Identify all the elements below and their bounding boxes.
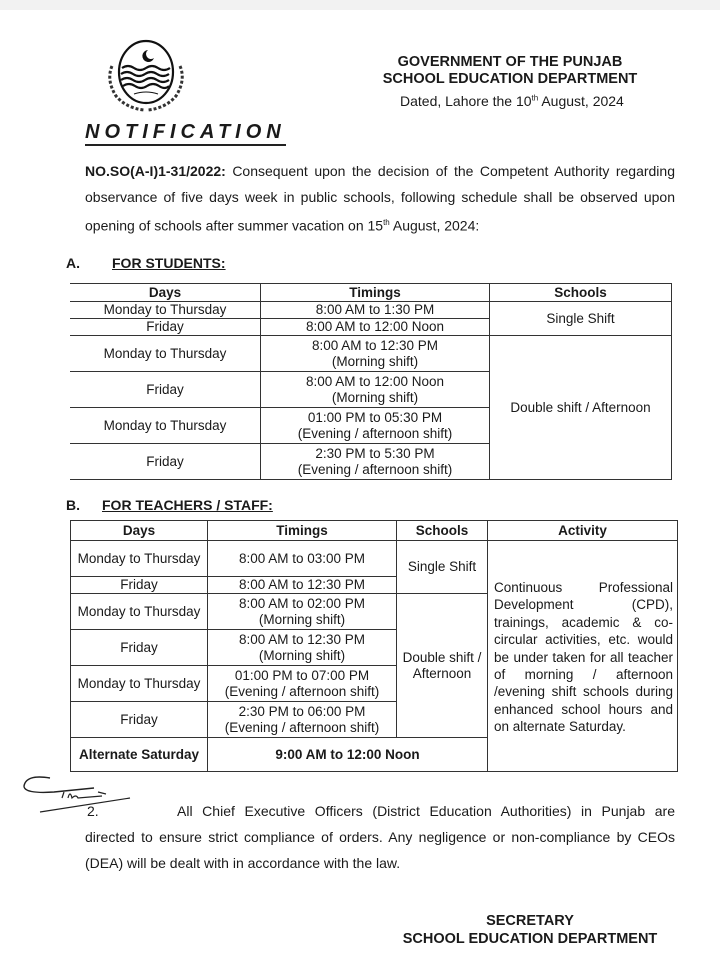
table-row: Friday 8:00 AM to 12:00 Noon (Morning shift) — [70, 372, 672, 408]
government-line: GOVERNMENT OF THE PUNJAB — [397, 54, 623, 70]
signatory-title: SECRETARY — [486, 913, 574, 929]
signatory-block — [380, 912, 680, 948]
table-row: Monday to Thursday 8:00 AM to 03:00 PM Single Shift Continuous Professional Development (CPD), trainings, academic & co-circular activities, etc. would be under taken for all teacher of morning / afternoon /evening shift schools during enhanced school hours and on alternate Saturday. — [71, 541, 678, 577]
teachers-schedule-table — [70, 520, 678, 772]
school-type-single: Single Shift — [397, 541, 488, 594]
col-timings: Timings — [261, 284, 490, 302]
col-days: Days — [70, 284, 261, 302]
table-row: Friday 2:30 PM to 5:30 PM (Evening / afternoon shift) — [70, 444, 672, 480]
table-row: Monday to Thursday 8:00 AM to 1:30 PM Single Shift — [70, 302, 672, 319]
intro-paragraph: NO.SO(A-I)1-31/2022: Consequent upon the decision of the Competent Authority regarding observance of five days week in public schools, following schedule shall be observed upon opening of schools after summer vacation on 15th August, 2024: — [85, 163, 675, 234]
school-type-single: Single Shift — [490, 302, 672, 336]
col-schools: Schools — [490, 284, 672, 302]
top-bar — [0, 0, 720, 10]
alternate-saturday-timing: 9:00 AM to 12:00 Noon — [208, 738, 488, 772]
col-timings: Timings — [208, 521, 397, 541]
punjab-emblem-icon — [98, 38, 194, 114]
school-type-double: Double shift / Afternoon — [397, 594, 488, 738]
table-row: Monday to Thursday 01:00 PM to 07:00 PM (Evening / afternoon shift) — [71, 666, 678, 702]
students-schedule-table — [70, 283, 672, 480]
alternate-saturday-label: Alternate Saturday — [71, 738, 208, 772]
notification-title: NOTIFICATION — [85, 121, 286, 146]
table-row: Monday to Thursday 8:00 AM to 02:00 PM (Morning shift) Double shift / Afternoon — [71, 594, 678, 630]
table-row: Friday 8:00 AM to 12:30 PM (Morning shift) — [71, 630, 678, 666]
signatory-department: SCHOOL EDUCATION DEPARTMENT — [402, 931, 658, 947]
table-row: Monday to Thursday 01:00 PM to 05:30 PM (Evening / afternoon shift) — [70, 408, 672, 444]
table-row: Friday 8:00 AM to 12:30 PM — [71, 577, 678, 594]
activity-description: Continuous Professional Development (CPD), trainings, academic & co-circular activities, etc. would be under taken for all teacher of morning / afternoon /evening shift schools during enhanced school hours and on alternate Saturday. — [488, 541, 678, 772]
paragraph-number: 2. — [87, 803, 99, 819]
col-days: Days — [71, 521, 208, 541]
department-line: SCHOOL EDUCATION DEPARTMENT — [382, 71, 638, 87]
table-row: Friday 8:00 AM to 12:00 Noon — [70, 319, 672, 336]
table-row: Friday 2:30 PM to 06:00 PM (Evening / afternoon shift) — [71, 702, 678, 738]
compliance-paragraph: 2. All Chief Executive Officers (District Education Authorities) in Punjab are directed to ensure strict compliance of orders. Any negligence or non-compliance by CEOs (DEA) will be dealt with in accordance with the law. — [85, 798, 675, 876]
col-schools: Schools — [397, 521, 488, 541]
table-row: Monday to Thursday 8:00 AM to 12:30 PM (Morning shift) Double shift / Afternoon — [70, 336, 672, 372]
section-b-heading: B. FOR TEACHERS / STAFF: — [66, 497, 273, 513]
section-a-heading: A. FOR STUDENTS: — [66, 255, 226, 271]
department-header — [360, 54, 660, 88]
col-activity: Activity — [488, 521, 678, 541]
reference-number: NO.SO(A-I)1-31/2022: — [85, 163, 226, 179]
dated-line: Dated, Lahore the 10th August, 2024 — [400, 93, 624, 109]
school-type-double: Double shift / Afternoon — [490, 336, 672, 480]
